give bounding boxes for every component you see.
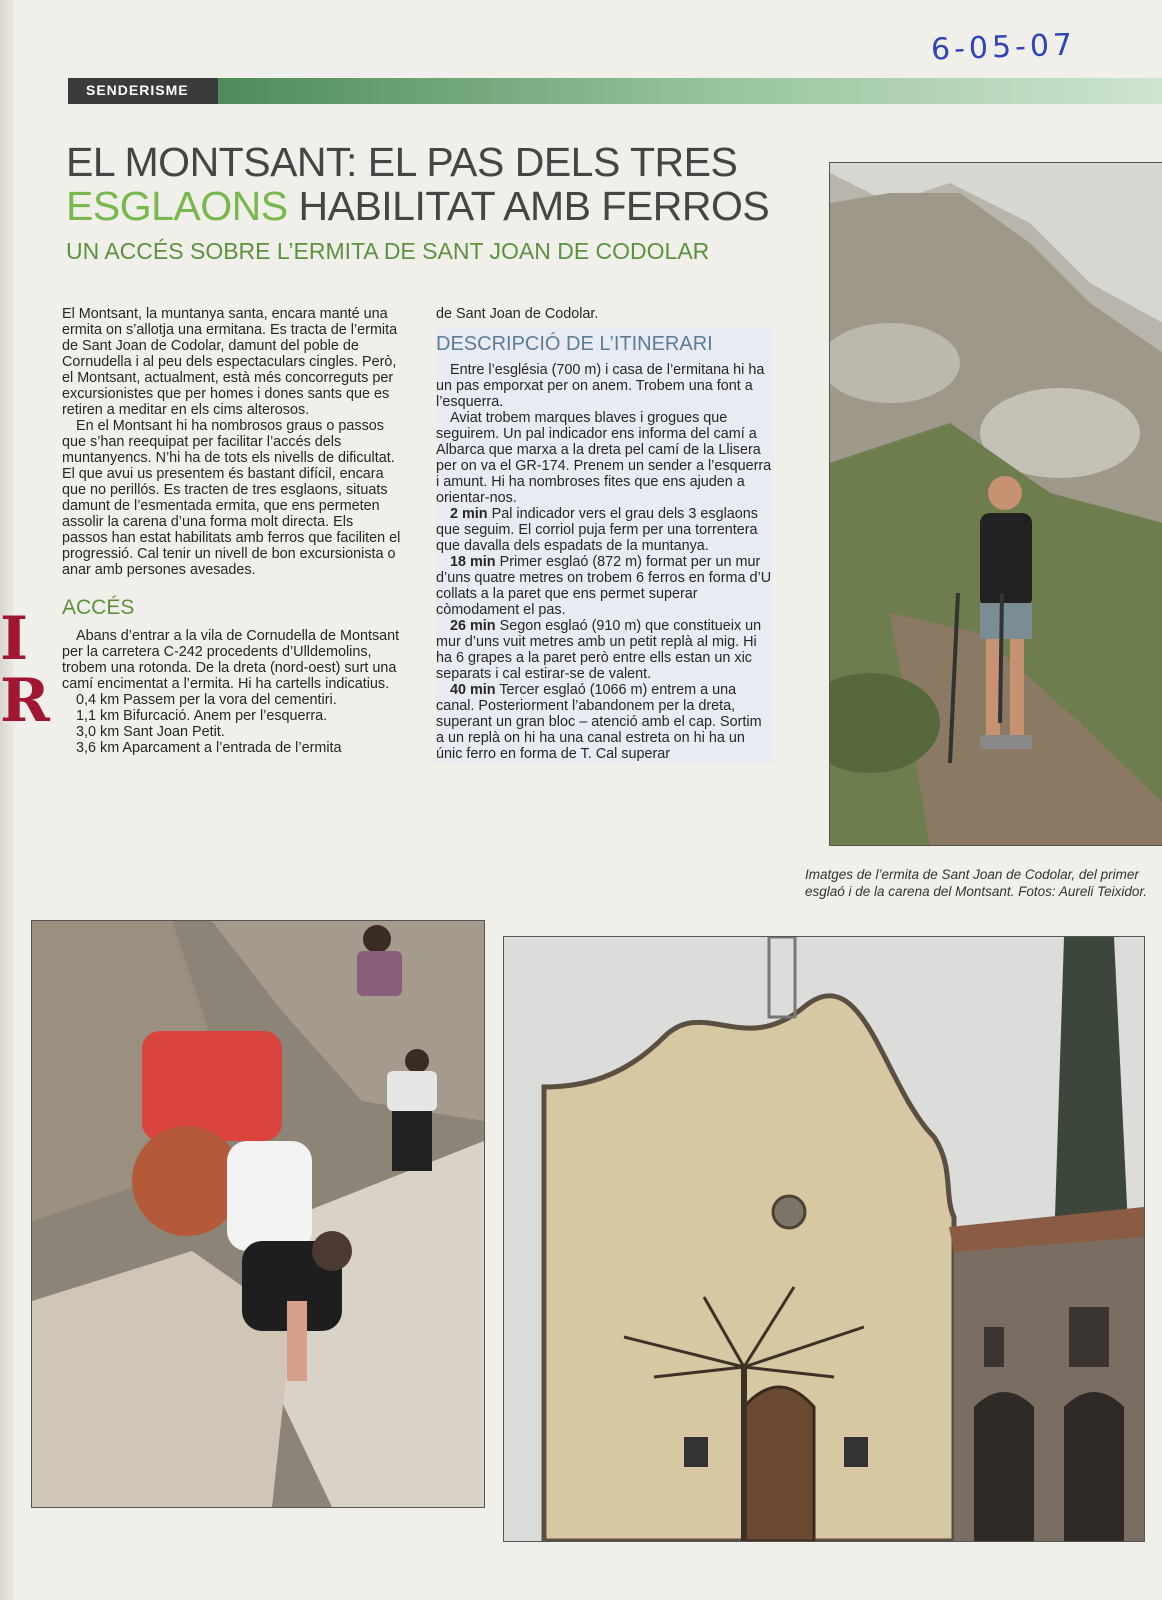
photo-caption: Imatges de l’ermita de Sant Joan de Codolar, del primer esglaó i de la carena del Montsant. Fotos: Aureli Teixidor. (805, 867, 1148, 899)
title-line-1: EL MONTSANT: EL PAS DELS TRES (66, 139, 738, 185)
photo-climbers (31, 920, 485, 1508)
article-title (66, 140, 806, 228)
section-label: SENDERISME (86, 82, 189, 98)
acces-continuation: de Sant Joan de Codolar. (436, 306, 599, 322)
itinerari-step (436, 682, 772, 762)
itinerari-step (436, 618, 772, 682)
itinerari-box (436, 328, 772, 762)
acces-paragraph: Abans d’entrar a la vila de Cornudella de Montsant per la carretera C-242 procedents d’Ulldemolins, trobem una rotonda. De la dreta (nord-oest) surt una camí encimentat a l’ermita. Hi ha cartells indicatius. (62, 628, 400, 692)
handwritten-date: 6-05-07 (930, 27, 1077, 68)
itinerari-step (436, 554, 772, 618)
itinerari-step (436, 506, 772, 554)
side-letters (0, 604, 50, 736)
section-bar (68, 78, 1162, 104)
title-line-2: HABILITAT AMB FERROS (287, 183, 770, 229)
step-text: Pal indicador vers el grau dels 3 esglaons que seguim. El corriol puja ferm per una torrentera que davalla dels espadats de la muntanya. (436, 506, 758, 554)
paper-edge (0, 0, 14, 1600)
km-item: 1,1 km Bifurcació. Anem per l’esquerra. (76, 708, 328, 724)
km-item: 3,6 km Aparcament a l’entrada de l’ermita (76, 740, 342, 756)
article-subtitle: UN ACCÉS SOBRE L’ERMITA DE SANT JOAN DE CODOLAR (66, 238, 710, 264)
step-text: Segon esglaó (910 m) que constitueix un mur d’uns vuit metres amb un petit replà al mig. Hi ha 6 grapes a la paret però entre ells estan un xic separats i cal estirar-se de valent. (436, 618, 762, 682)
side-letter: R (0, 666, 50, 736)
photo-chapel (503, 936, 1145, 1542)
intro-paragraph: El Montsant, la muntanya santa, encara manté una ermita on s’allotja una ermitana. Es tracta de l’ermita de Sant Joan de Codolar, damunt del poble de Cornudella i al peu dels espectaculars cingles. Però, el Montsant, actualment, està més concorreguts per excursionistes que per homes i dones sants que es retiren a meditar en els cims alterosos. (62, 306, 398, 418)
step-time: 40 min (450, 682, 496, 698)
side-letter: I (0, 604, 29, 674)
itinerari-paragraph: Entre l’església (700 m) i casa de l’ermitana hi ha un pas emporxat per on anem. Trobem una font a l’esquerra. (436, 362, 765, 410)
photo-hiker (829, 162, 1162, 846)
step-time: 26 min (450, 618, 496, 634)
column-left (62, 306, 402, 756)
km-item: 0,4 km Passem per la vora del cementiri. (76, 692, 337, 708)
step-text: Tercer esglaó (1066 m) entrem a una canal. Posteriorment l’abandonem per la dreta, superant un gran bloc – atenció amb el cap. Sortim a un replà on hi ha una canal estreta on hi ha un únic ferro en forma de T. Cal superar (436, 682, 762, 762)
acces-heading: ACCÉS (62, 596, 135, 619)
title-highlight: ESGLAONS (66, 183, 288, 229)
step-text: Primer esglaó (872 m) format per un mur d’uns quatre metres on trobem 6 ferros en forma d’U collats a la paret que ens permet superar còmodament el pas. (436, 554, 772, 618)
column-middle (436, 306, 772, 762)
itinerari-heading: DESCRIPCIÓ DE L’ITINERARI (436, 333, 713, 355)
intro-paragraph: En el Montsant hi ha nombrosos graus o passos que s’han reequipat per facilitar l’accés dels muntanyencs. N’hi ha de tots els nivells de dificultat. El que avui us presentem és bastant difícil, encara que no perillós. Es tracten de tres esglaons, situats damunt de l’esmentada ermita, que ens permeten assolir la carena d’una forma molt directa. Els passos han estat habilitats amb ferros que faciliten el progressió. Cal tenir un nivell de bon excursionista o anar amb persones avesades. (62, 418, 401, 578)
itinerari-paragraph: Aviat trobem marques blaves i grogues que seguirem. Un pal indicador ens informa del camí a Albarca que marxa a la dreta pel camí de la Llisera per on va el GR-174. Prenem un sender a l’esquerra i amunt. Hi ha nombroses fites que ens ajuden a orientar-nos. (436, 410, 772, 506)
step-time: 2 min (450, 506, 488, 522)
step-time: 18 min (450, 554, 496, 570)
km-item: 3,0 km Sant Joan Petit. (76, 724, 225, 740)
